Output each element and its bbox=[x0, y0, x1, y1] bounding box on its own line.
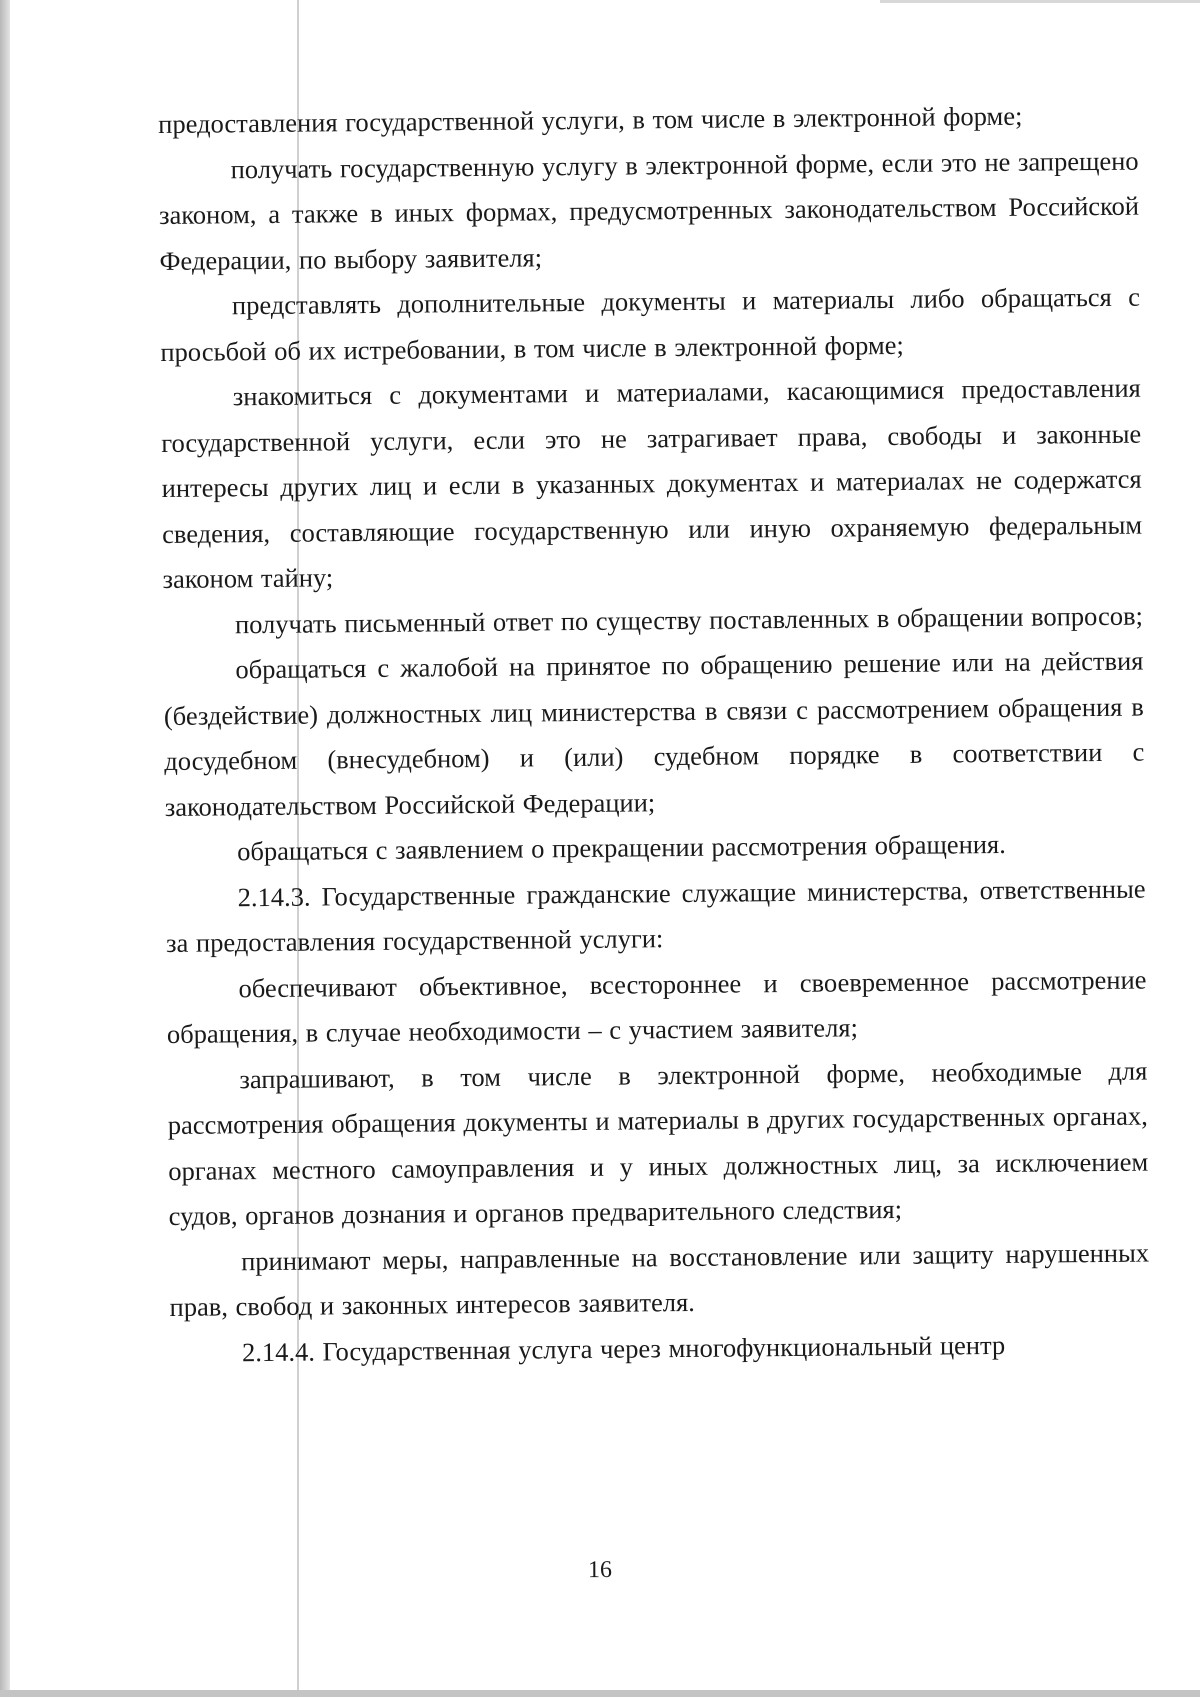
paragraph-5: получать письменный ответ по существу поставленных в обращении вопросов; bbox=[234, 600, 1144, 639]
paragraph-2: получать государственную услугу в электронной форме, если это не запрещено законом, а также в иных формах, предусмотренных законодательством Российской Федерации, по выбору заявителя; bbox=[158, 145, 1140, 276]
scan-bottom-edge bbox=[0, 1690, 1200, 1697]
paragraph-7: обращаться с заявлением о прекращении рассмотрения обращения. bbox=[237, 828, 1006, 867]
paragraph-1: предоставления государственной услуги, в том числе в электронной форме; bbox=[158, 100, 1023, 139]
paragraph-10: запрашивают, в том числе в электронной форме, необходимые для рассмотрения обращения документы и материалы в других государственных органах, органах местного самоуправления и у иных должностных лиц, за исключением судов, органов дознания и органов предварительного следствия; bbox=[167, 1055, 1149, 1231]
paragraph-3: представлять дополнительные документы и материалы либо обращаться с просьбой об их истребовании, в том числе в электронной форме; bbox=[160, 281, 1141, 367]
scan-top-edge bbox=[880, 0, 1200, 3]
paragraph-8: 2.14.3. Государственные гражданские служащие министерства, ответственные за предоставления государственной услуги: bbox=[165, 873, 1146, 958]
paragraph-6: обращаться с жалобой на принятое по обращению решение или на действия (бездействие) должностных лиц министерства в связи с рассмотрением обращения в досудебном (внесудебном) и (или) судебном порядке в соответствии с законодательством Российской Федерации; bbox=[163, 645, 1145, 822]
paragraph-4: знакомиться с документами и материалами, касающимися предоставления государственной услуги, если это не затрагивает права, свободы и законные интересы других лиц и если в указанных документах и материалах не содержатся сведения, составляющие государственную или иную охраняемую федеральным законом тайну; bbox=[161, 372, 1143, 594]
document-body bbox=[158, 93, 1150, 1376]
paragraph-9: обеспечивают объективное, всестороннее и своевременное рассмотрение обращения, в случае необходимости – с участием заявителя; bbox=[166, 964, 1147, 1049]
scan-left-edge bbox=[0, 0, 10, 1697]
page-number: 16 bbox=[587, 1556, 613, 1584]
paragraph-11: принимают меры, направленные на восстановление или защиту нарушенных прав, свобод и законных интересов заявителя. bbox=[169, 1237, 1150, 1322]
paragraph-12: 2.14.4. Государственная услуга через многофункциональный центр bbox=[241, 1329, 1006, 1367]
